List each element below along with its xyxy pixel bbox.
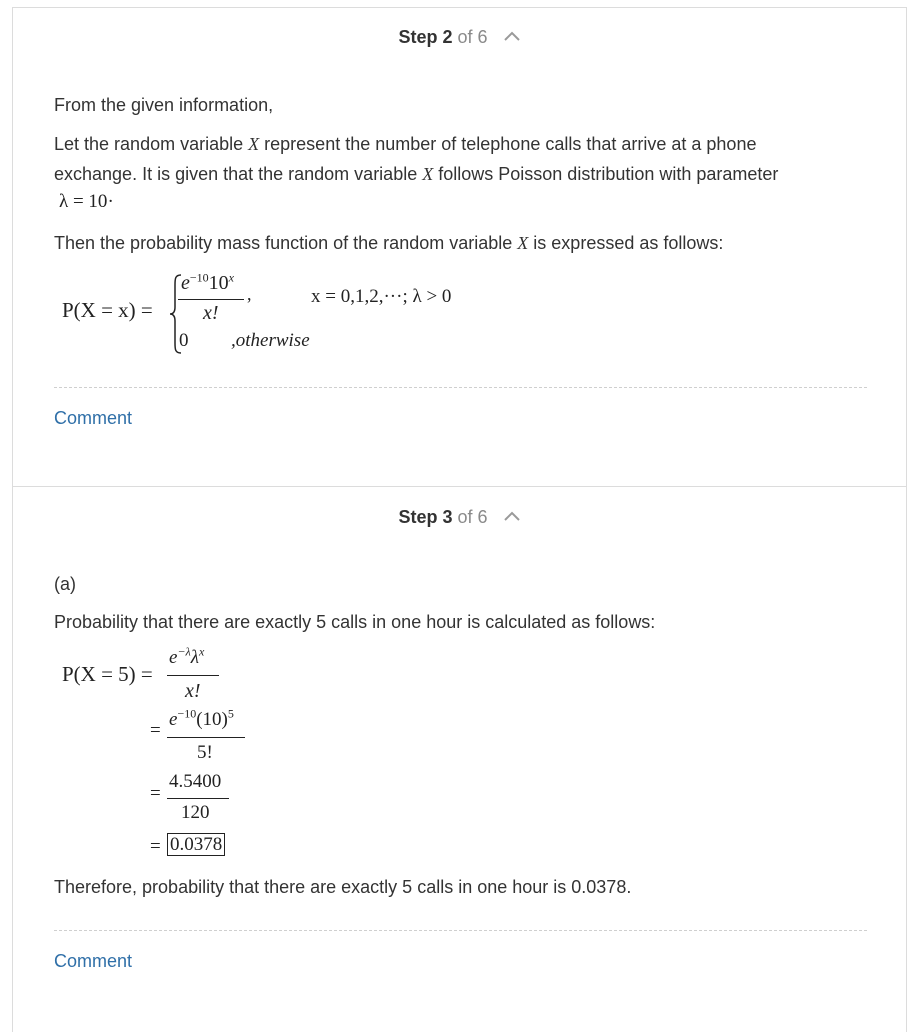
step-word: Step <box>398 507 438 527</box>
step-total: of 6 <box>457 27 488 47</box>
def-text-3: exchange. It is given that the random variable <box>54 164 418 184</box>
pmf-intro <box>54 228 844 258</box>
def-text-4: follows Poisson distribution with parameter <box>438 164 779 184</box>
var-x-3: X <box>517 233 529 253</box>
result-box <box>167 834 225 856</box>
divider <box>54 930 867 931</box>
result-value: 0.0378 <box>167 833 225 856</box>
calc-l1-fraction-bar <box>167 675 219 676</box>
calc-lhs: P(X = 5) = <box>62 662 153 686</box>
calc-l2-denominator: 5! <box>197 742 213 763</box>
def-text-2: represent the number of telephone calls that arrive at a phone <box>264 134 757 154</box>
pmf-fraction-bar <box>178 299 244 300</box>
comment-link[interactable]: Comment <box>54 408 133 428</box>
calc-eq-4: = <box>150 836 161 857</box>
pmf-condition-1: x = 0,1,2,···; λ > 0 <box>311 286 452 307</box>
step-number: 2 <box>442 27 453 47</box>
pmf-intro-text-2: is expressed as follows: <box>533 233 724 253</box>
divider <box>54 387 867 388</box>
var-x-2: X <box>422 164 434 184</box>
def-text-1: Let the random variable <box>54 134 244 154</box>
pmf-numerator: $e^{-10}10^x$ <box>181 270 234 294</box>
pmf-comma: , <box>247 284 252 304</box>
pmf-intro-text-1: Then the probability mass function of the random variable <box>54 233 513 253</box>
pmf-condition-2: ,otherwise <box>231 330 310 351</box>
calc-l3-denominator: 120 <box>181 802 210 823</box>
chevron-up-icon[interactable] <box>503 511 521 522</box>
chevron-up-icon[interactable] <box>503 31 521 42</box>
conclusion-text: Therefore, probability that there are exactly 5 calls in one hour is 0.0378. <box>54 877 632 897</box>
step-total: of 6 <box>457 507 488 527</box>
calc-l2-numerator: $e^{-10}(10)^5$ <box>169 706 234 730</box>
calc-l1-denominator: x! <box>185 680 201 702</box>
definition-paragraph <box>54 129 844 189</box>
step-2-header[interactable] <box>13 26 906 48</box>
step-3-card <box>12 487 907 1032</box>
comment-link[interactable]: Comment <box>54 951 133 971</box>
calc-l2-fraction-bar <box>167 737 245 738</box>
step-number: 3 <box>442 507 453 527</box>
part-label: (a) <box>54 574 76 594</box>
pmf-lhs: P(X = x) = <box>62 298 153 322</box>
part-a-intro: Probability that there are exactly 5 calls in one hour is calculated as follows: <box>54 612 656 632</box>
step-word: Step <box>398 27 438 47</box>
intro-text: From the given information, <box>54 95 274 115</box>
calc-eq-2: = <box>150 720 161 741</box>
step-2-card <box>12 7 907 487</box>
pmf-zero: 0 <box>179 330 189 351</box>
calc-l3-numerator: 4.5400 <box>169 771 222 792</box>
pmf-denominator: x! <box>203 302 219 324</box>
lambda-equation: λ = 10· <box>59 191 114 212</box>
calc-l3-fraction-bar <box>167 798 229 799</box>
var-x: X <box>248 134 260 154</box>
step-3-header[interactable] <box>13 506 906 528</box>
calc-eq-3: = <box>150 783 161 804</box>
calc-l1-numerator: $e^{-\lambda}\lambda^x$ <box>169 644 205 668</box>
